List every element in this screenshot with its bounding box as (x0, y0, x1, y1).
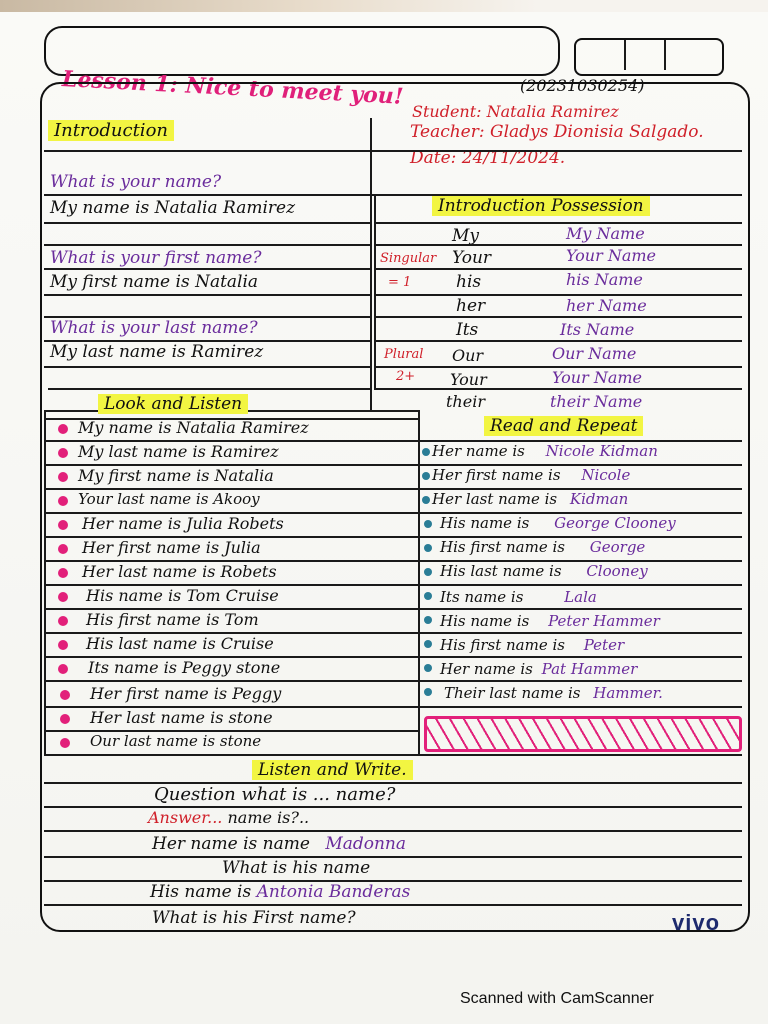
bullet (424, 520, 432, 528)
possession-heading-text: Introduction Possession (432, 196, 650, 216)
pronoun: Your (452, 248, 492, 268)
look-listen-item: His first name is Tom (86, 610, 259, 629)
answer-lead: His name is (150, 882, 252, 902)
header-small-box-divider (664, 40, 666, 70)
bullet (424, 592, 432, 600)
read-repeat-item (432, 492, 628, 507)
possessive-phrase: My Name (566, 224, 645, 243)
page-top-shadow (0, 0, 768, 12)
bullet (58, 568, 68, 578)
answer-rest: name is?.. (227, 808, 310, 827)
possessive-phrase: his Name (566, 270, 643, 289)
bullet (58, 472, 68, 482)
bullet (422, 448, 430, 456)
bullet (58, 520, 68, 530)
intro-line: What is your first name? (50, 248, 262, 268)
bullet (424, 688, 432, 696)
pronoun: Its (456, 320, 479, 340)
row-line (44, 856, 742, 858)
bullet (58, 496, 68, 506)
bullet (58, 592, 68, 602)
read-repeat-lead: Her first name is (432, 466, 561, 484)
lesson-title: Lesson 1: Nice to meet you! (61, 66, 405, 110)
read-repeat-value: Peter Hammer (548, 612, 660, 630)
singular-label: Singular (380, 251, 437, 266)
question-line: Question what is ... name? (154, 784, 396, 805)
read-repeat-item (440, 662, 637, 677)
read-repeat-item (440, 614, 660, 629)
read-repeat-lead: His name is (440, 612, 530, 630)
listen-write-heading (252, 762, 413, 779)
answer-line (152, 836, 406, 853)
pronoun: Our (452, 346, 484, 365)
look-listen-item: My first name is Natalia (78, 466, 274, 485)
read-repeat-lead: Her last name is (432, 490, 558, 508)
pronoun: My (452, 226, 480, 246)
look-listen-item: His name is Tom Cruise (86, 586, 279, 605)
read-repeat-item (444, 686, 663, 701)
look-listen-item: Your last name is Akooy (78, 490, 260, 508)
bullet (58, 424, 68, 434)
row-line (374, 388, 742, 390)
look-listen-item: Her last name is Robets (82, 562, 277, 581)
possession-heading (432, 198, 650, 215)
read-repeat-value: Kidman (569, 490, 629, 508)
row-line (370, 150, 742, 152)
bullet (58, 664, 68, 674)
bullet (422, 496, 430, 504)
look-listen-item: Her name is Julia Robets (82, 514, 284, 533)
answer-value: Antonia Banderas (256, 882, 411, 902)
bullet (424, 568, 432, 576)
look-listen-item: Her first name is Julia (82, 538, 261, 557)
read-repeat-item (440, 638, 624, 653)
read-repeat-lead: Its name is (440, 588, 524, 606)
row-line (44, 150, 370, 152)
bullet (424, 664, 432, 672)
possessive-phrase: her Name (566, 296, 647, 315)
read-repeat-heading-text: Read and Repeat (484, 416, 643, 436)
row-line (374, 222, 742, 224)
bullet (424, 640, 432, 648)
read-repeat-item (440, 590, 597, 605)
row-line (374, 316, 742, 318)
read-repeat-item (440, 540, 645, 555)
possessive-phrase: Its Name (560, 320, 635, 339)
bullet (58, 640, 68, 650)
row-line (374, 340, 742, 342)
question-line: What is his First name? (152, 908, 356, 928)
look-listen-heading (98, 396, 248, 413)
read-repeat-value: Nicole Kidman (545, 442, 658, 460)
read-repeat-item (432, 468, 630, 483)
bullet (424, 544, 432, 552)
listen-write-heading-text: Listen and Write. (252, 760, 413, 780)
row-line (44, 222, 370, 224)
bullet (422, 472, 430, 480)
bullet (58, 448, 68, 458)
possessive-phrase: Your Name (552, 368, 643, 387)
plural-label: Plural (384, 347, 424, 362)
row-line (374, 294, 742, 296)
date-label: Date: 24/11/2024. (410, 148, 566, 168)
intro-line: What is your last name? (50, 318, 258, 338)
read-repeat-value: Clooney (586, 562, 648, 580)
bullet (60, 714, 70, 724)
read-repeat-value: Nicole (581, 466, 631, 484)
read-repeat-value: George (589, 538, 646, 556)
read-repeat-value: George Clooney (554, 514, 676, 532)
teacher-name: Teacher: Gladys Dionisia Salgado. (410, 122, 704, 142)
look-listen-heading-text: Look and Listen (98, 394, 248, 414)
row-line (44, 754, 742, 756)
header-small-box (574, 38, 724, 76)
introduction-heading-text: Introduction (48, 120, 174, 141)
read-repeat-value: Peter (583, 636, 625, 654)
bullet (60, 738, 70, 748)
hatched-strike-box (424, 716, 742, 752)
read-repeat-value: Pat Hammer (541, 660, 638, 678)
row-line (44, 294, 370, 296)
possessive-phrase: Your Name (566, 246, 657, 265)
read-repeat-value: Hammer. (593, 684, 663, 702)
row-line (48, 388, 370, 390)
answer-lead: Her name is name (152, 834, 310, 854)
look-listen-item: My last name is Ramirez (78, 442, 279, 461)
pronoun: their (446, 392, 485, 411)
row-line (44, 830, 742, 832)
answer-value: Madonna (325, 834, 407, 854)
read-repeat-item (440, 516, 676, 531)
question-line: What is his name (222, 858, 371, 878)
read-repeat-item (432, 444, 658, 459)
intro-line: My last name is Ramirez (50, 342, 264, 362)
row-line (374, 268, 742, 270)
pronoun: her (456, 296, 486, 316)
look-listen-item: Our last name is stone (90, 732, 262, 750)
look-listen-item: My name is Natalia Ramirez (78, 418, 309, 437)
camscanner-footer: Scanned with CamScanner (460, 990, 654, 1007)
read-repeat-lead: His last name is (440, 562, 562, 580)
look-listen-item: His last name is Cruise (86, 634, 274, 653)
introduction-heading (48, 122, 174, 140)
look-listen-item: Her last name is stone (90, 708, 273, 727)
row-line (44, 268, 370, 270)
read-repeat-lead: His name is (440, 514, 530, 532)
look-listen-item: Its name is Peggy stone (88, 658, 281, 677)
singular-note: = 1 (388, 275, 412, 290)
pronoun: his (456, 272, 482, 292)
plural-note: 2+ (396, 369, 416, 384)
header-small-box-divider (624, 40, 626, 70)
read-repeat-lead: Her name is (432, 442, 525, 460)
answer-line (148, 810, 309, 826)
intro-line: What is your name? (50, 172, 222, 192)
column-divider (370, 118, 372, 410)
student-code: (20231030254) (520, 76, 645, 95)
row-line (374, 244, 742, 246)
intro-line: My name is Natalia Ramirez (50, 198, 296, 218)
answer-label: Answer... (148, 808, 223, 827)
look-listen-item: Her first name is Peggy (90, 684, 282, 703)
read-repeat-lead: Her name is (440, 660, 533, 678)
bullet (58, 616, 68, 626)
read-repeat-lead: Their last name is (444, 684, 581, 702)
read-repeat-lead: His first name is (440, 636, 565, 654)
possessive-phrase: Our Name (552, 344, 637, 363)
intro-line: My first name is Natalia (50, 272, 259, 292)
row-line (44, 366, 370, 368)
row-line (44, 680, 742, 682)
row-line (44, 244, 370, 246)
bullet (58, 544, 68, 554)
read-repeat-value: Lala (564, 588, 597, 606)
vivo-watermark: vivo (672, 910, 721, 935)
bullet (424, 616, 432, 624)
read-repeat-item (440, 564, 648, 579)
read-repeat-lead: His first name is (440, 538, 565, 556)
column-divider (374, 194, 376, 388)
student-name: Student: Natalia Ramirez (412, 102, 619, 121)
possessive-phrase: their Name (550, 392, 643, 411)
bullet (60, 690, 70, 700)
row-line (44, 904, 742, 906)
pronoun: Your (450, 370, 487, 389)
read-repeat-heading (484, 418, 643, 435)
answer-line (150, 884, 410, 901)
